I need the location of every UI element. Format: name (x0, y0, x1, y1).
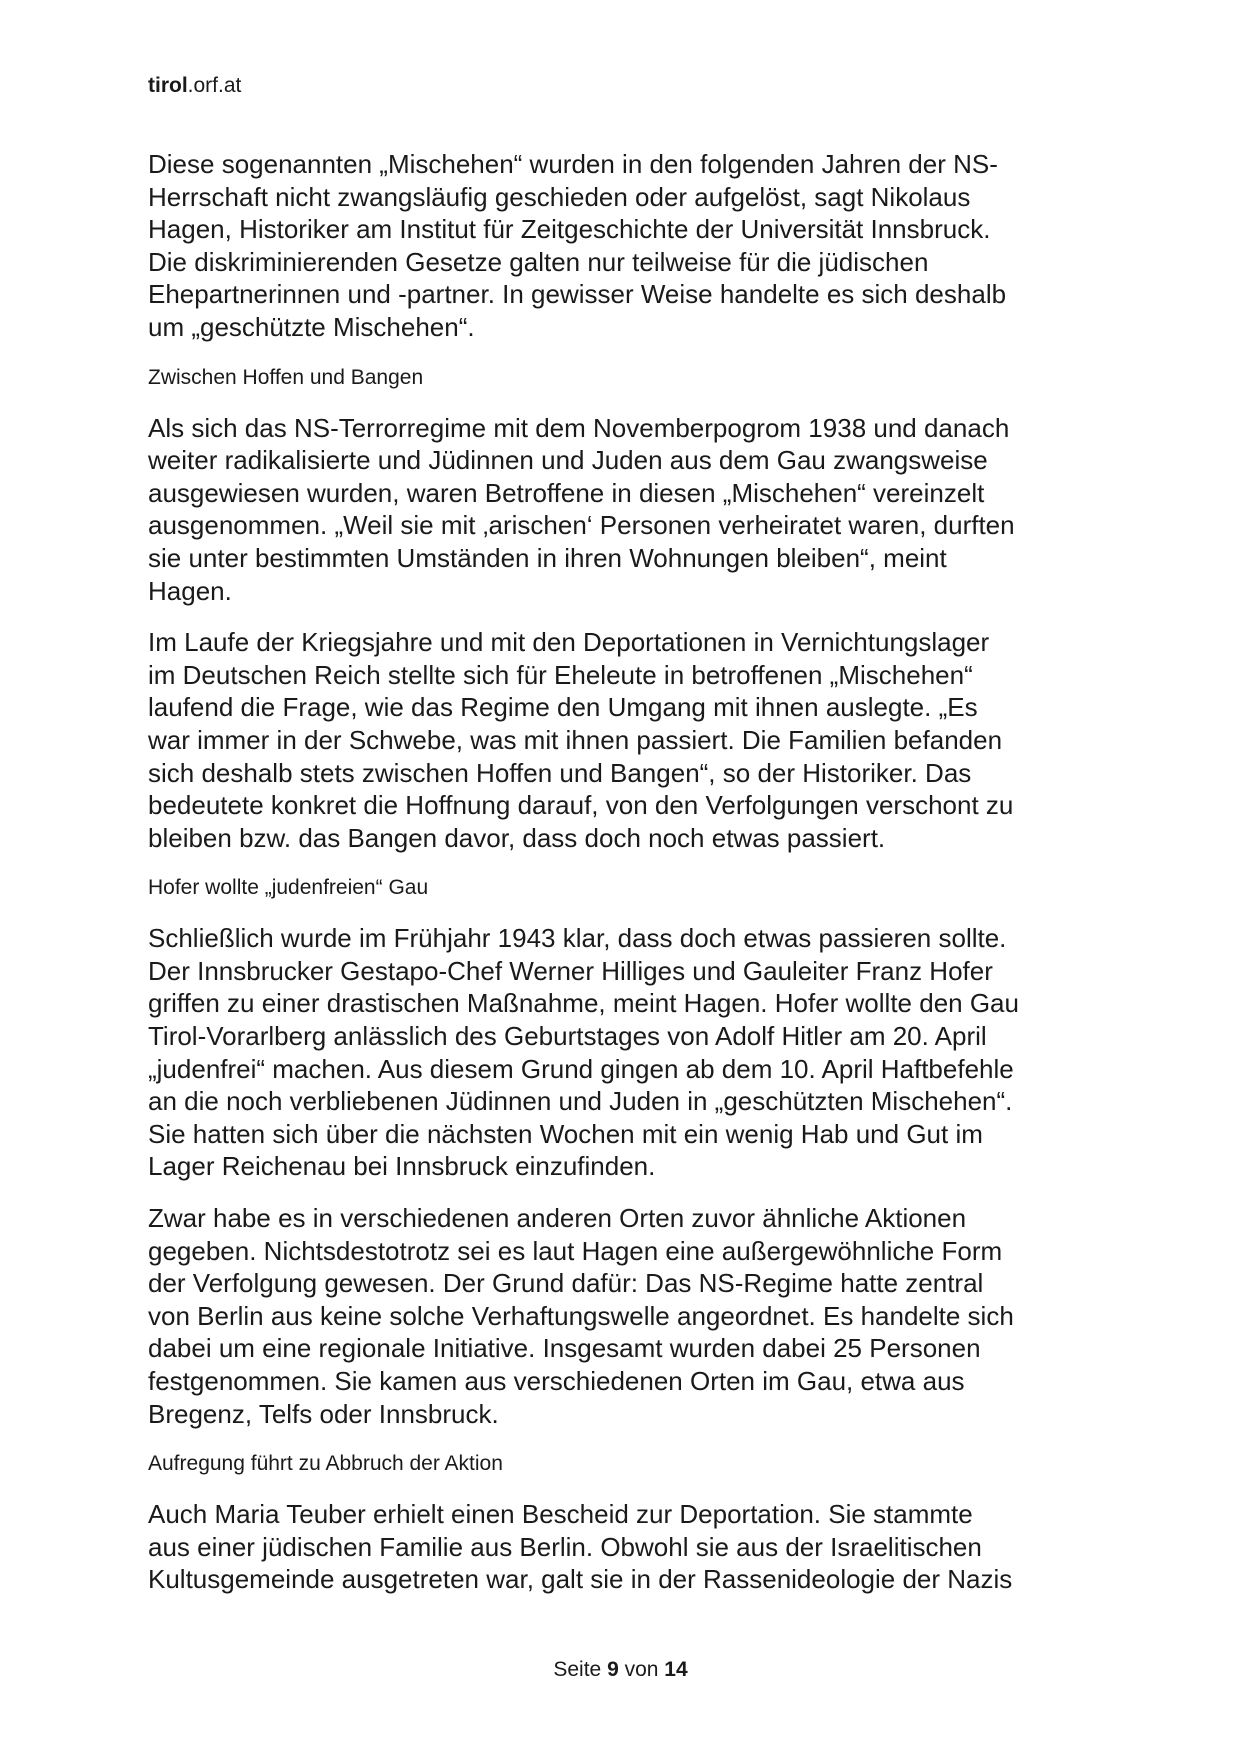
paragraph-line: ausgenommen. „Weil sie mit ‚arischen‘ Personen verheiratet waren, durften (148, 510, 1015, 541)
block-spacer (148, 344, 1098, 366)
paragraph-line: Diese sogenannten „Mischehen“ wurden in den folgenden Jahren der NS- (148, 149, 998, 179)
block-spacer (148, 390, 1098, 412)
block-spacer (148, 900, 1098, 922)
section-subheading: Hofer wollte „judenfreien“ Gau (148, 876, 429, 900)
page-label: Seite (553, 1658, 602, 1681)
paragraph-line: Zwar habe es in verschiedenen anderen Orten zuvor ähnliche Aktionen (148, 1203, 967, 1234)
article-body (148, 148, 1098, 1596)
paragraph-line: bleiben bzw. das Bangen davor, dass doch noch etwas passiert. (148, 822, 886, 853)
paragraph-line: Lager Reichenau bei Innsbruck einzufinden. (148, 1151, 656, 1182)
paragraph-line: sie unter bestimmten Umständen in ihren Wohnungen bleiben“, meint (148, 542, 947, 573)
block-spacer (148, 607, 1098, 626)
paragraph-line: an die noch verbliebenen Jüdinnen und Juden in „geschützten Mischehen“. (148, 1086, 1013, 1117)
site-header (148, 74, 241, 98)
section-subheading: Zwischen Hoffen und Bangen (148, 365, 424, 389)
paragraph (148, 1498, 1098, 1596)
block-spacer (148, 1183, 1098, 1202)
paragraph-line: Hagen, Historiker am Institut für Zeitgeschichte der Universität Innsbruck. (148, 214, 991, 245)
site-name-bold: tirol (148, 74, 188, 97)
paragraph-line: um „geschützte Mischehen“. (148, 311, 475, 342)
paragraph-line: Im Laufe der Kriegsjahre und mit den Deportationen in Vernichtungslager (148, 627, 990, 658)
paragraph-line: Auch Maria Teuber erhielt einen Bescheid zur Deportation. Sie stammte (148, 1499, 973, 1530)
paragraph (148, 1202, 1098, 1430)
paragraph-line: laufend die Frage, wie das Regime den Umgang mit ihnen auslegte. „Es (148, 692, 978, 723)
paragraph-line: sich deshalb stets zwischen Hoffen und Bangen“, so der Historiker. Das (148, 757, 972, 788)
paragraph-line: Hagen. (148, 575, 232, 606)
paragraph-line: war immer in der Schwebe, was mit ihnen passiert. Die Familien befanden (148, 724, 1003, 755)
paragraph-line: gegeben. Nichtsdestotrotz sei es laut Hagen eine außergewöhnliche Form (148, 1235, 1003, 1266)
paragraph-line: griffen zu einer drastischen Maßnahme, meint Hagen. Hofer wollte den Gau (148, 988, 1019, 1019)
page-total: 14 (664, 1658, 688, 1681)
paragraph-line: Die diskriminierenden Gesetze galten nur teilweise für die jüdischen (148, 246, 929, 277)
paragraph (148, 412, 1098, 608)
paragraph-line: Kultusgemeinde ausgetreten war, galt sie in der Rassenideologie der Nazis (148, 1564, 1013, 1595)
paragraph-line: weiter radikalisierte und Jüdinnen und Juden aus dem Gau zwangsweise (148, 445, 988, 476)
page-number: 9 (607, 1658, 619, 1681)
paragraph (148, 922, 1098, 1183)
paragraph-line: Bregenz, Telfs oder Innsbruck. (148, 1398, 499, 1429)
paragraph-line: Sie hatten sich über die nächsten Wochen mit ein wenig Hab und Gut im (148, 1118, 983, 1149)
section-subheading: Aufregung führt zu Abbruch der Aktion (148, 1452, 503, 1476)
paragraph (148, 626, 1098, 854)
paragraph (148, 148, 1098, 344)
paragraph-line: Als sich das NS-Terrorregime mit dem Novemberpogrom 1938 und danach (148, 412, 1010, 443)
paragraph-line: Herrschaft nicht zwangsläufig geschieden oder aufgelöst, sagt Nikolaus (148, 181, 971, 212)
page-footer (0, 1658, 1241, 1682)
paragraph-line: Tirol-Vorarlberg anlässlich des Geburtstages von Adolf Hitler am 20. April (148, 1021, 987, 1052)
block-spacer (148, 1476, 1098, 1498)
paragraph-line: Ehepartnerinnen und -partner. In gewisser Weise handelte es sich deshalb (148, 279, 1007, 310)
site-name-domain: .orf.at (187, 74, 242, 97)
block-spacer (148, 854, 1098, 876)
paragraph-line: aus einer jüdischen Familie aus Berlin. Obwohl sie aus der Israelitischen (148, 1531, 982, 1562)
paragraph-line: im Deutschen Reich stellte sich für Eheleute in betroffenen „Mischehen“ (148, 659, 973, 690)
paragraph-line: festgenommen. Sie kamen aus verschiedenen Orten im Gau, etwa aus (148, 1366, 965, 1396)
paragraph-line: Der Innsbrucker Gestapo-Chef Werner Hilliges und Gauleiter Franz Hofer (148, 955, 993, 986)
page-of-label: von (624, 1658, 659, 1681)
paragraph-line: Schließlich wurde im Frühjahr 1943 klar, dass doch etwas passieren sollte. (148, 923, 1007, 954)
paragraph-line: der Verfolgung gewesen. Der Grund dafür: Das NS-Regime hatte zentral (148, 1268, 984, 1299)
paragraph-line: „judenfrei“ machen. Aus diesem Grund gingen ab dem 10. April Haftbefehle (148, 1053, 1014, 1084)
block-spacer (148, 1430, 1098, 1452)
paragraph-line: ausgewiesen wurden, waren Betroffene in diesen „Mischehen“ vereinzelt (148, 477, 985, 508)
paragraph-line: bedeutete konkret die Hoffnung darauf, von den Verfolgungen verschont zu (148, 790, 1014, 821)
paragraph-line: von Berlin aus keine solche Verhaftungswelle angeordnet. Es handelte sich (148, 1300, 1014, 1331)
paragraph-line: dabei um eine regionale Initiative. Insgesamt wurden dabei 25 Personen (148, 1333, 981, 1364)
